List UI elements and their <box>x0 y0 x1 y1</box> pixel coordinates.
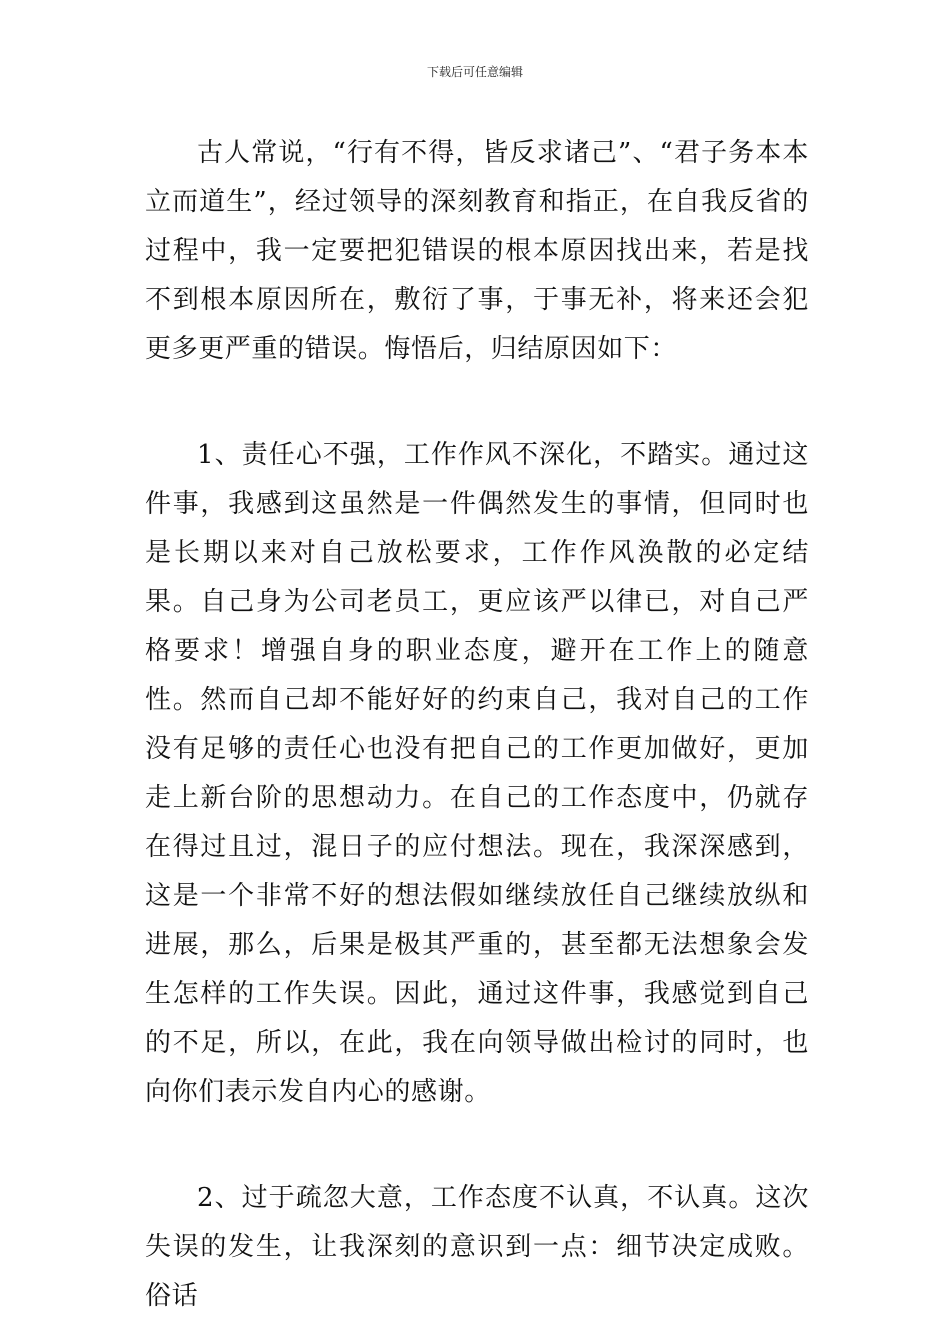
paragraph-point-2: 2、过于疏忽大意，工作态度不认真，不认真。这次失误的发生，让我深刻的意识到一点：细节决定成败。俗话 <box>145 1183 809 1311</box>
paragraph-spacer <box>145 374 809 431</box>
page-header-note: 下载后可任意编辑 <box>426 65 523 79</box>
paragraph-spacer <box>145 1117 809 1174</box>
paragraph-point-1: 1、责任心不强，工作作风不深化，不踏实。通过这件事，我感到这虽然是一件偶然发生的事情，但同时也是长期以来对自己放松要求，工作作风涣散的必定结果。自己身为公司老员工，更应该严以律已，对自己严格要求！增强自身的职业态度，避开在工作上的随意性。然而自己却不能好好的约束自己，我对自己的工作没有足够的责任心也没有把自己的工作更加做好，更加走上新台阶的思想动力。在自己的工作态度中，仍就存在得过且过，混日子的应付想法。现在，我深深感到，这是一个非常不好的想法假如继续放任自己继续放纵和进展，那么，后果是极其严重的，甚至都无法想象会发生怎样的工作失误。因此，通过这件事，我感觉到自己的不足，所以，在此，我在向领导做出检讨的同时，也向你们表示发自内心的感谢。 <box>145 440 809 1107</box>
paragraph-intro: 古人常说，“行有不得，皆反求诸己”、“君子务本本立而道生”，经过领导的深刻教育和指正，在自我反省的过程中，我一定要把犯错误的根本原因找出来，若是找不到根本原因所在，敷衍了事，于事无补，将来还会犯更多更严重的错误。悔悟后，归结原因如下： <box>145 138 809 364</box>
document-body <box>145 129 809 1321</box>
